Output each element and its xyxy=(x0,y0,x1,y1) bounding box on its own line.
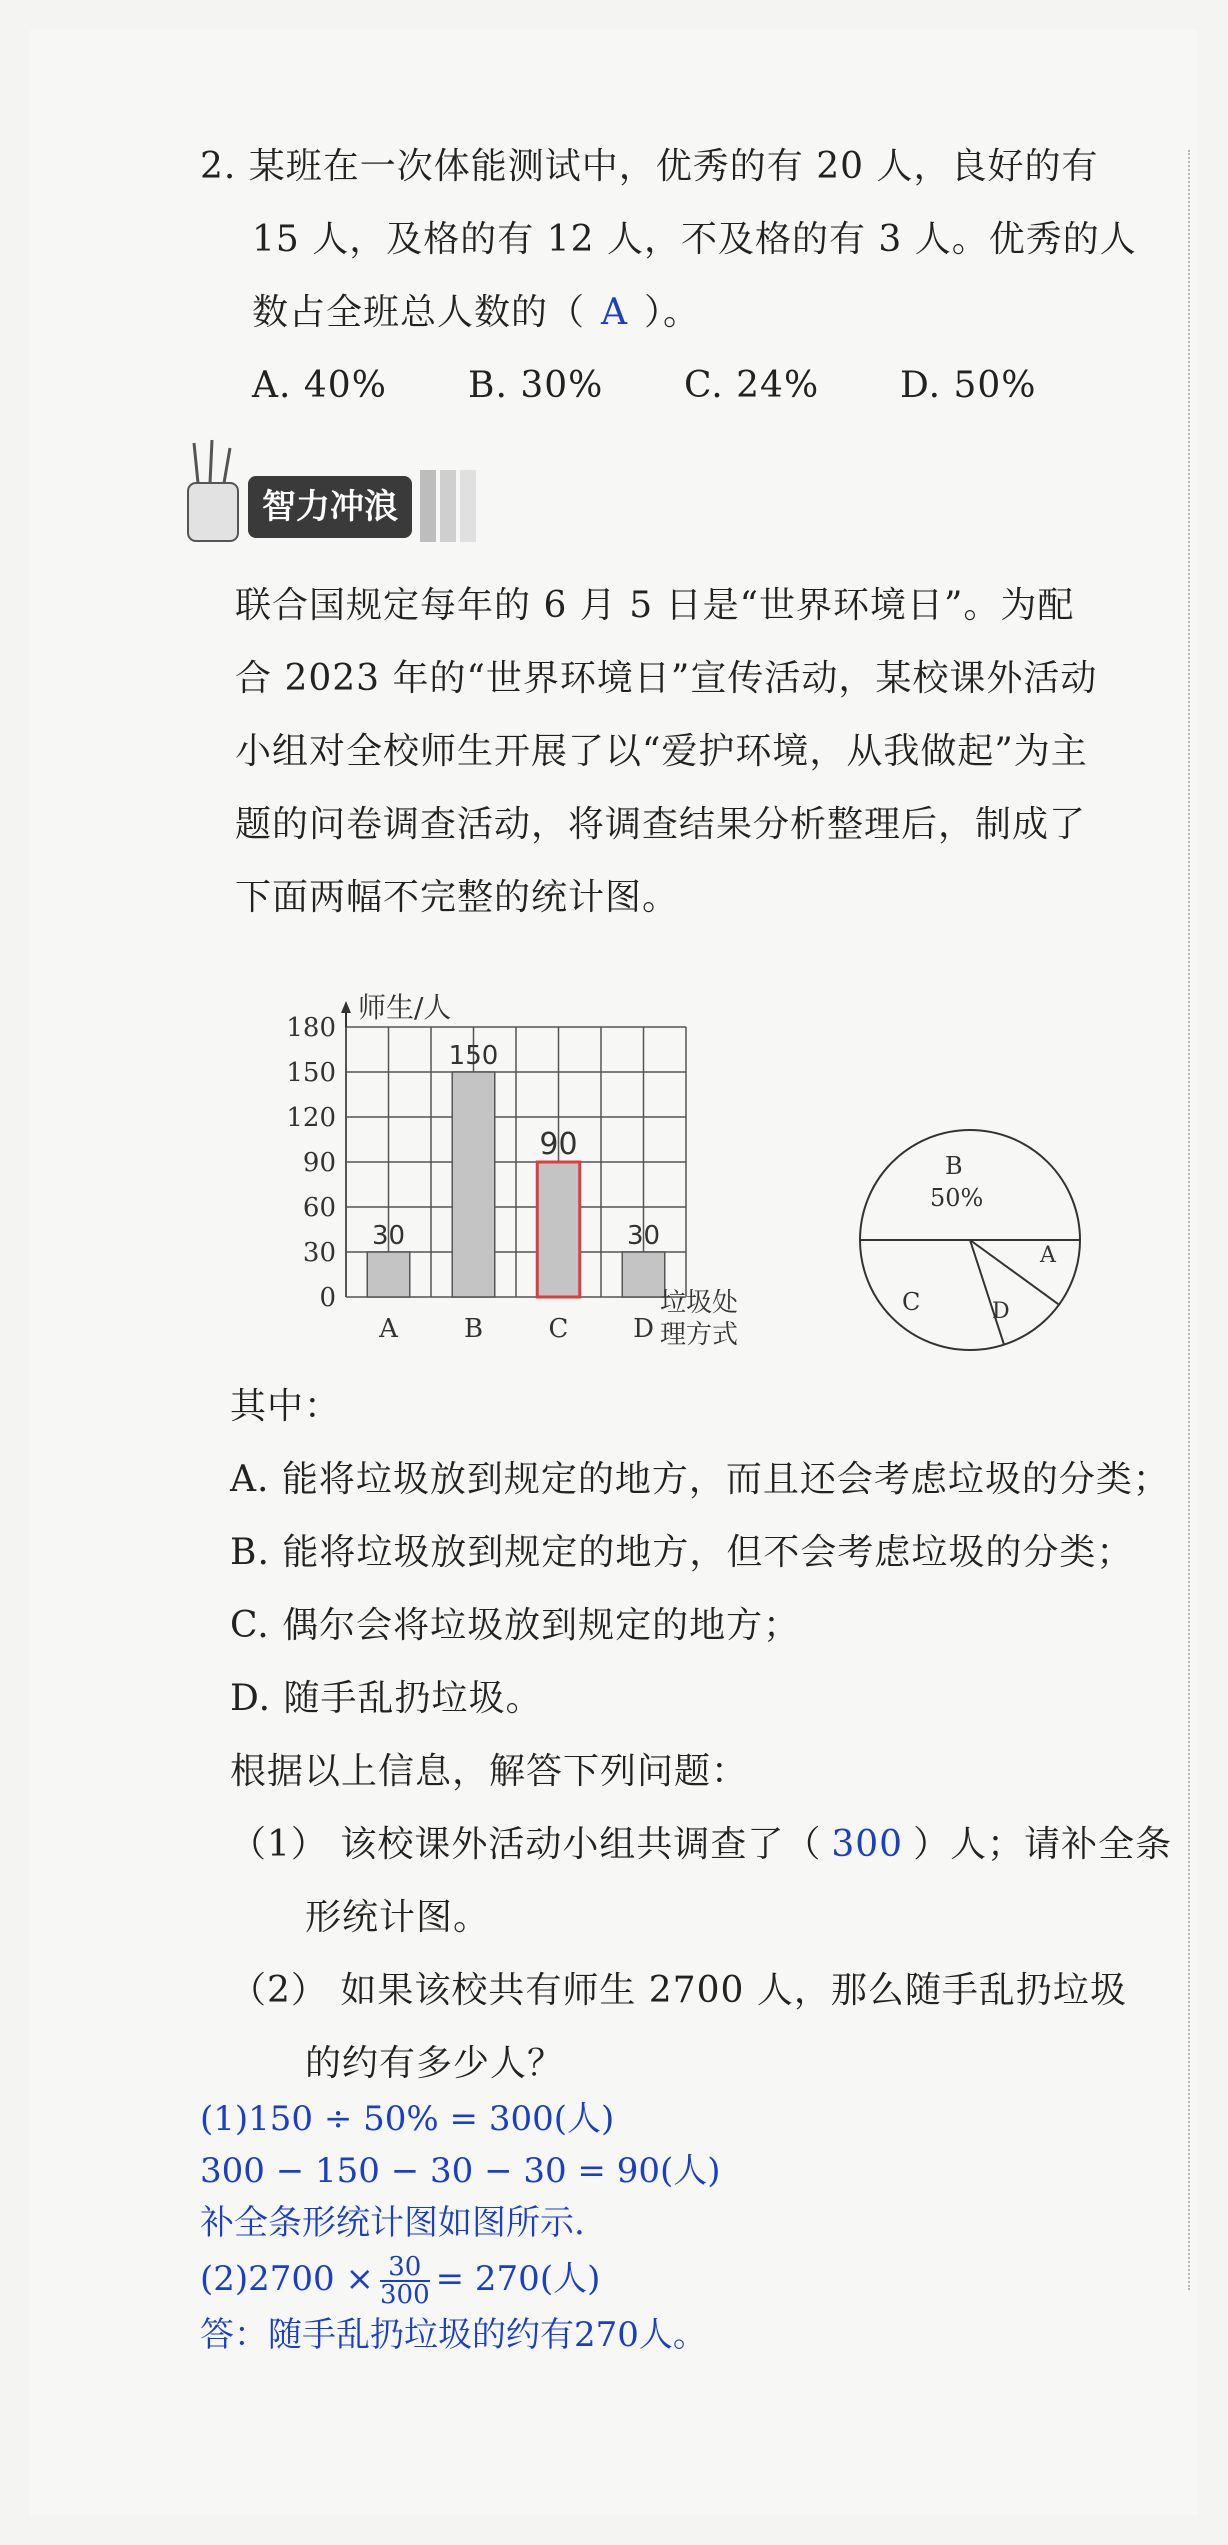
fraction-denominator: 300 xyxy=(379,2280,430,2310)
chart-ylabel: 师生/人 xyxy=(358,991,452,1024)
y-tick-label: 120 xyxy=(286,1103,336,1133)
bar-b xyxy=(452,1072,495,1297)
solution-line3: 补全条形统计图如图所示. xyxy=(200,2203,585,2243)
pie-slices xyxy=(860,1130,1080,1350)
solution-fraction xyxy=(380,2254,430,2308)
q2-line3 xyxy=(252,291,700,335)
fraction-numerator: 30 xyxy=(380,2254,430,2282)
q2-option-a: A. 40% xyxy=(252,365,387,406)
x-tick-label: B xyxy=(463,1314,484,1344)
q2-answer: A xyxy=(601,292,629,333)
solution-line4-pre: (2)2700 × xyxy=(200,2259,374,2299)
q2-option-c: C. 24% xyxy=(684,365,820,406)
legend-heading: 其中： xyxy=(230,1386,342,1427)
x-tick-label: A xyxy=(379,1314,398,1344)
chart-xlabel-1: 垃圾处 xyxy=(660,1288,739,1318)
pie-divider xyxy=(970,1240,1004,1345)
sub1-line1 xyxy=(230,1823,1172,1867)
y-tick-label: 150 xyxy=(286,1058,336,1088)
chart-xlabel-2: 理方式 xyxy=(660,1320,739,1350)
intro-line-2: 合 2023 年的“世界环境日”宣传活动，某校课外活动 xyxy=(235,658,1098,699)
bar-value-label: 30 xyxy=(371,1221,406,1251)
solution-line5: 答：随手乱扔垃圾的约有270人。 xyxy=(200,2315,707,2355)
pie-chart xyxy=(840,1120,1100,1360)
y-tick-label: 180 xyxy=(286,1013,336,1043)
intro-line-3: 小组对全校师生开展了以“爱护环境，从我做起”为主 xyxy=(235,731,1088,772)
intro-line-5: 下面两幅不完整的统计图。 xyxy=(235,877,680,918)
q2-line2: 15 人，及格的有 12 人，不及格的有 3 人。优秀的人 xyxy=(252,219,1137,260)
y-tick-label: 0 xyxy=(319,1283,336,1313)
sub1-answer: 300 xyxy=(831,1824,904,1865)
sub2-line1: （2） 如果该校共有师生 2700 人，那么随手乱扔垃圾 xyxy=(230,1970,1127,2011)
x-tick-label: D xyxy=(633,1314,654,1344)
section-title: 智力冲浪 xyxy=(248,476,412,538)
sub1-post: ）人；请补全条 xyxy=(913,1824,1173,1865)
y-tick-label: 90 xyxy=(302,1148,336,1178)
y-tick-label: 60 xyxy=(302,1193,336,1223)
q2-option-b: B. 30% xyxy=(468,365,604,406)
dotted-margin-line xyxy=(1188,150,1190,2290)
bar-c xyxy=(537,1162,580,1297)
bar-value-label: 30 xyxy=(626,1221,661,1251)
sub2-line2: 的约有多少人？ xyxy=(305,2043,565,2084)
solution-line4-post: = 270(人) xyxy=(435,2259,601,2299)
bar-chart xyxy=(270,985,790,1365)
legend-item-a: A. 能将垃圾放到规定的地方，而且还会考虑垃圾的分类； xyxy=(230,1459,1170,1500)
intro-line-4: 题的问卷调查活动，将调查结果分析整理后，制成了 xyxy=(235,804,1087,845)
y-axis-arrow xyxy=(341,1001,351,1013)
legend-item-c: C. 偶尔会将垃圾放到规定的地方； xyxy=(230,1605,801,1646)
bar-a xyxy=(367,1252,410,1297)
legend-item-b: B. 能将垃圾放到规定的地方，但不会考虑垃圾的分类； xyxy=(230,1532,1134,1573)
q2-option-d: D. 50% xyxy=(900,365,1037,406)
intro-line-1: 联合国规定每年的 6 月 5 日是“世界环境日”。为配 xyxy=(235,585,1075,626)
pie-label-b-pct: 50% xyxy=(930,1184,984,1212)
solution-line2: 300 − 150 − 30 − 30 = 90(人) xyxy=(200,2151,721,2191)
solution-line1: (1)150 ÷ 50% = 300(人) xyxy=(200,2099,615,2139)
q2-line1: 2. 某班在一次体能测试中，优秀的有 20 人，良好的有 xyxy=(200,146,1099,187)
sub1-line2: 形统计图。 xyxy=(305,1897,491,1938)
pie-label-a: A xyxy=(1040,1243,1056,1268)
bar-d xyxy=(622,1252,665,1297)
y-tick-label: 30 xyxy=(302,1238,336,1268)
q2-line3-post: ）。 xyxy=(644,292,701,333)
bar-value-label: 90 xyxy=(539,1127,578,1162)
pie-label-c: C xyxy=(902,1288,921,1316)
legend-item-d: D. 随手乱扔垃圾。 xyxy=(230,1678,543,1719)
task-line: 根据以上信息，解答下列问题： xyxy=(230,1751,749,1792)
pie-label-b: B xyxy=(945,1152,963,1180)
bar-value-label: 150 xyxy=(448,1041,499,1071)
q2-line3-pre: 数占全班总人数的（ xyxy=(252,292,586,333)
solution-line4 xyxy=(200,2254,600,2308)
section-banner xyxy=(180,438,500,548)
sub1-pre: （1） 该校课外活动小组共调查了（ xyxy=(230,1824,822,1865)
x-tick-label: C xyxy=(548,1314,569,1344)
pie-label-d: D xyxy=(992,1299,1010,1324)
